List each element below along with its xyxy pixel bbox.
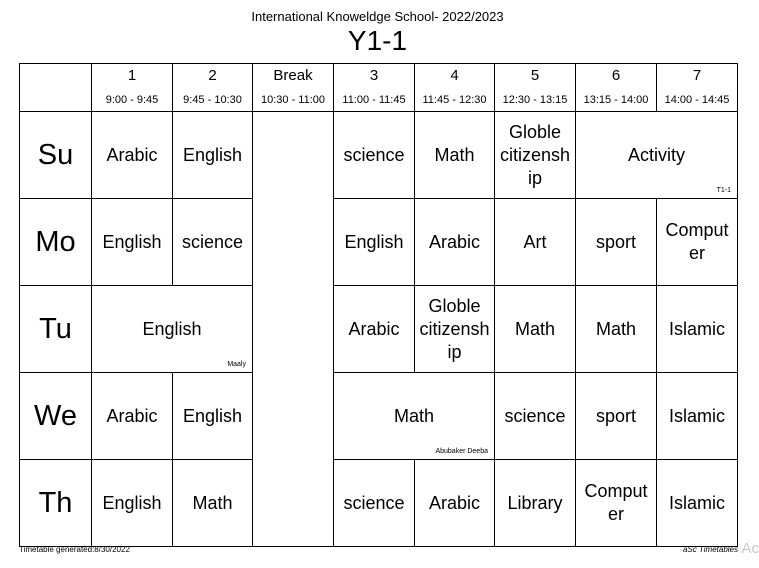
teacher-tag: Maaly: [227, 361, 246, 368]
lesson-cell: [92, 199, 173, 286]
lesson-cell: [173, 112, 253, 199]
period-number: Break: [273, 67, 313, 84]
period-number: 6: [611, 67, 621, 84]
day-row-mo: [20, 199, 738, 286]
lesson-cell: [495, 373, 576, 460]
subject: Arabic: [428, 231, 481, 252]
lesson-cell: [576, 112, 738, 199]
subject: Arabic: [106, 144, 158, 165]
subject: science: [343, 492, 405, 513]
period-header: [495, 64, 576, 112]
lesson-cell: [173, 373, 253, 460]
day-label: [20, 286, 92, 373]
class-title: Y1-1: [347, 25, 408, 56]
subject: Library: [507, 492, 563, 513]
period-header: [92, 64, 173, 112]
day-name: We: [34, 399, 77, 432]
corner-cell: [20, 64, 92, 112]
lesson-cell: [657, 460, 738, 547]
generated-note: Timetable generated:8/30/2022: [19, 545, 130, 554]
lesson-cell: [415, 286, 495, 373]
period-header-row: [20, 64, 738, 112]
day-row-tu: [20, 286, 738, 373]
subject: Islamic: [668, 318, 725, 339]
subject: sport: [595, 405, 637, 426]
period-time: 14:00 - 14:45: [664, 94, 730, 106]
lesson-cell: [334, 460, 415, 547]
period-time: 13:15 - 14:00: [583, 94, 649, 106]
day-row-th: [20, 460, 738, 547]
lesson-cell: [576, 460, 657, 547]
period-number: 2: [208, 67, 217, 84]
day-label: [20, 460, 92, 547]
lesson-cell: [576, 286, 657, 373]
day-label: [20, 373, 92, 460]
subject: Math: [393, 405, 435, 426]
lesson-cell: [495, 286, 576, 373]
lesson-cell: [334, 112, 415, 199]
day-row-we: [20, 373, 738, 460]
activation-watermark: Ac: [741, 540, 759, 557]
subject: sport: [595, 231, 637, 252]
teacher-tag: Abubaker Deeba: [435, 448, 488, 455]
subject: English: [102, 231, 162, 252]
lesson-cell: [92, 286, 253, 373]
day-label: [20, 199, 92, 286]
lesson-cell: [92, 112, 173, 199]
lesson-cell: [495, 460, 576, 547]
period-time: 9:00 - 9:45: [105, 94, 159, 106]
day-label: [20, 112, 92, 199]
subject: Art: [523, 231, 547, 252]
subject: English: [344, 231, 404, 252]
period-number: 4: [450, 67, 459, 84]
day-name: Tu: [39, 312, 72, 345]
period-time: 9:45 - 10:30: [183, 94, 242, 106]
brand-note: aSc Timetables: [682, 545, 738, 554]
lesson-cell: [657, 373, 738, 460]
subject: Arabic: [348, 318, 400, 339]
subject: Activity: [627, 144, 685, 165]
subject: science: [181, 231, 244, 252]
period-number: 7: [692, 67, 702, 84]
subject: Arabic: [106, 405, 158, 426]
period-time: 11:45 - 12:30: [422, 94, 487, 106]
period-time: 10:30 - 11:00: [260, 94, 325, 106]
lesson-cell: [92, 373, 173, 460]
room-tag: T1-1: [716, 187, 731, 194]
subject: Math: [434, 144, 475, 165]
subject: science: [504, 405, 566, 426]
lesson-cell: [334, 199, 415, 286]
period-header: [253, 64, 334, 112]
period-header: [334, 64, 415, 112]
period-header: [173, 64, 253, 112]
period-time: 11:00 - 11:45: [342, 94, 406, 106]
subject: Math: [192, 492, 233, 513]
subject: Globle citizensh ip: [419, 295, 490, 362]
subject: Globle citizensh ip: [499, 121, 571, 188]
lesson-cell: [576, 373, 657, 460]
day-row-su: [20, 112, 738, 199]
subject: Islamic: [668, 405, 725, 426]
subject: Arabic: [428, 492, 481, 513]
subject: science: [343, 144, 405, 165]
lesson-cell: [334, 286, 415, 373]
subject: English: [182, 405, 243, 426]
subject: Comput er: [665, 220, 729, 263]
school-title: International Knoweldge School- 2022/2023: [251, 9, 504, 24]
period-header: [657, 64, 738, 112]
day-name: Th: [38, 486, 73, 519]
lesson-cell: [495, 199, 576, 286]
lesson-cell: [334, 373, 495, 460]
lesson-cell: [92, 460, 173, 547]
lesson-cell: [415, 199, 495, 286]
lesson-cell: [415, 460, 495, 547]
period-number: 3: [369, 67, 379, 84]
subject: English: [102, 492, 162, 513]
lesson-cell: [415, 112, 495, 199]
subject: English: [182, 144, 243, 165]
lesson-cell: [657, 199, 738, 286]
period-number: 1: [127, 67, 137, 84]
subject: Islamic: [668, 492, 725, 513]
period-time: 12:30 - 13:15: [502, 94, 568, 106]
period-header: [576, 64, 657, 112]
day-name: Su: [37, 138, 74, 171]
break-column: [253, 112, 334, 547]
subject: Math: [595, 318, 637, 339]
lesson-cell: [173, 460, 253, 547]
period-header: [415, 64, 495, 112]
subject: Math: [514, 318, 556, 339]
lesson-cell: [173, 199, 253, 286]
lesson-cell: [495, 112, 576, 199]
period-number: 5: [530, 67, 540, 84]
subject: English: [142, 318, 202, 339]
lesson-cell: [657, 286, 738, 373]
subject: Comput er: [584, 481, 648, 524]
lesson-cell: [576, 199, 657, 286]
timetable: [19, 63, 738, 547]
day-name: Mo: [35, 225, 76, 258]
